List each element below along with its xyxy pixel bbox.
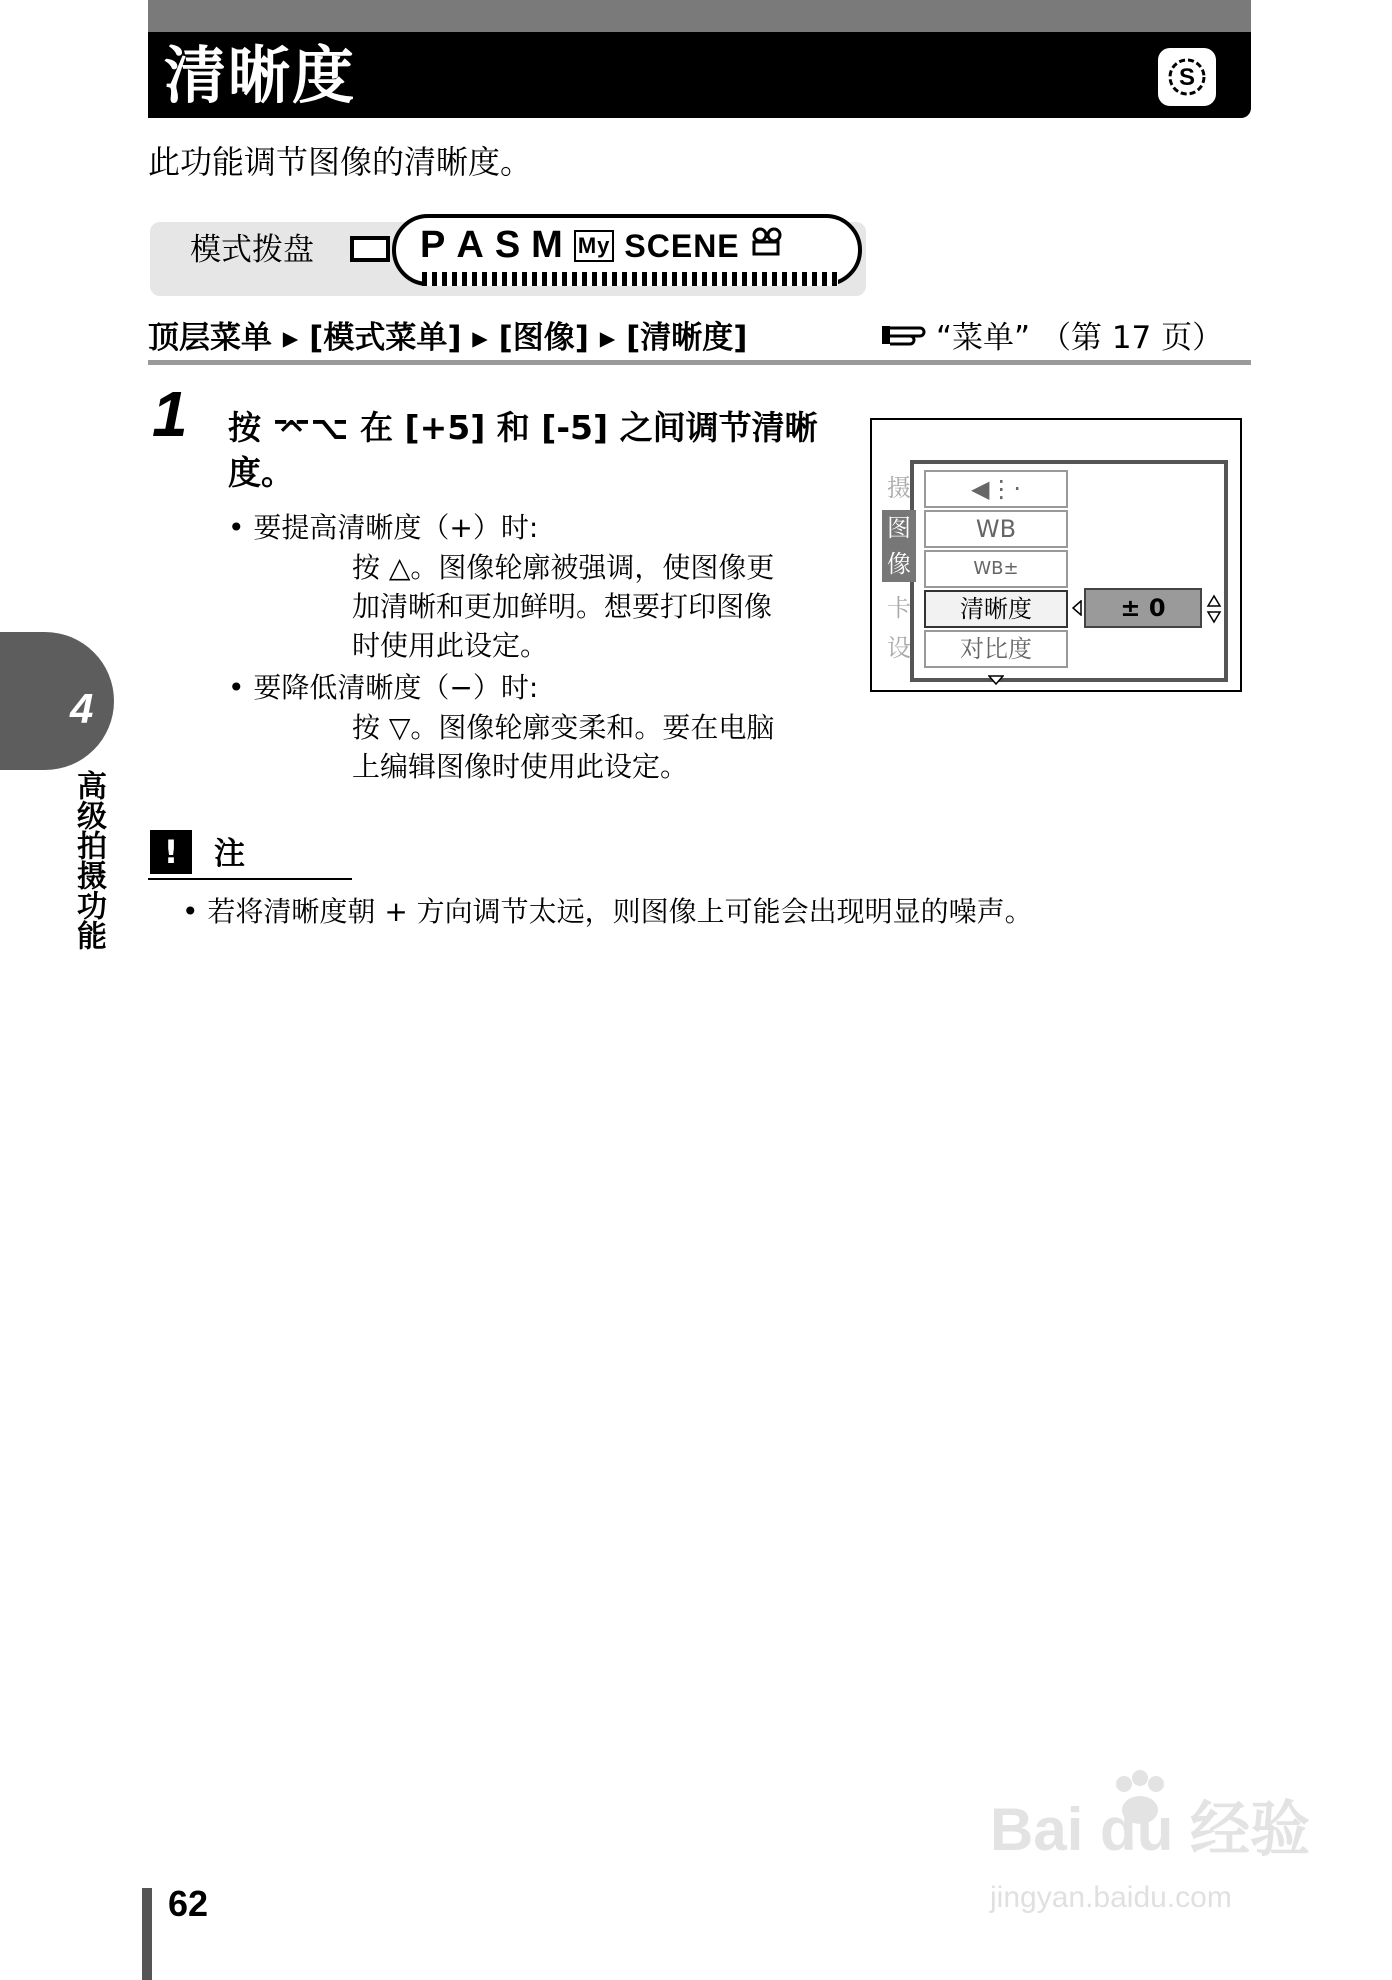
arrow-left-icon: [1072, 600, 1082, 620]
bullet-increase-heading: • 要提高清晰度（+）时:: [228, 511, 539, 544]
scroll-down-icon: [988, 670, 1004, 689]
note-divider: [148, 878, 352, 880]
lcd-tab-image-1: 图: [882, 510, 916, 546]
lcd-tab-image-2: 像: [882, 546, 916, 582]
sharpness-icon: [1158, 48, 1216, 106]
mode-my: My: [574, 230, 615, 262]
mode-dial-label: 模式拨盘: [190, 232, 314, 268]
lcd-item-sharpness: 清晰度: [924, 590, 1068, 628]
lcd-item-wb: WB: [924, 510, 1068, 548]
svg-text:S: S: [1178, 64, 1196, 91]
mode-s: S: [494, 224, 522, 266]
bullet-decrease-text: 按 ▽。图像轮廓变柔和。要在电脑上编辑图像时使用此设定。: [352, 711, 775, 784]
mode-dial-ticks: [422, 272, 838, 286]
intro-text: 此功能调节图像的清晰度。: [148, 143, 533, 181]
title-bar-top: [148, 0, 1251, 32]
page-title: 清晰度: [164, 39, 357, 112]
watermark-url: jingyan.baidu.com: [990, 1881, 1232, 1914]
step-instruction: 按 ⌤⌥ 在 [+5] 和 [-5] 之间调节清晰度。: [228, 408, 818, 492]
menu-reference: [880, 318, 1223, 358]
single-shot-icon: [350, 236, 390, 262]
movie-icon: [750, 222, 784, 270]
pointing-hand-icon: [880, 318, 926, 358]
chapter-number: 4: [70, 685, 94, 732]
page-number-bar: [142, 1888, 152, 1980]
up-down-arrows-icon: [1206, 594, 1222, 628]
page-number: 62: [168, 1883, 209, 1924]
mode-dial-modes: [420, 222, 784, 270]
note-label: 注: [214, 836, 245, 872]
bullet-increase-text: 按 △。图像轮廓被强调，使图像更加清晰和更加鲜明。想要打印图像时使用此设定。: [352, 551, 775, 663]
lcd-item-quality: ◀⋮·: [924, 470, 1068, 508]
menu-path: 顶层菜单 ▸ [模式菜单] ▸ [图像] ▸ [清晰度]: [148, 320, 748, 356]
lcd-tab-setup: 设: [887, 634, 911, 662]
step-number: 1: [152, 378, 188, 450]
chapter-tab: [0, 632, 114, 770]
lcd-item-contrast: 对比度: [924, 630, 1068, 668]
mode-m: M: [531, 224, 564, 266]
mode-scene: SCENE: [624, 227, 740, 264]
lcd-tab-shoot: 摄: [887, 474, 911, 502]
bullet-decrease-heading: • 要降低清晰度（−）时:: [228, 671, 539, 704]
warning-icon: !: [150, 830, 192, 874]
lcd-tab-card: 卡: [887, 594, 911, 622]
note-text: • 若将清晰度朝 + 方向调节太远，则图像上可能会出现明显的噪声。: [182, 895, 1033, 928]
mode-p: P: [420, 224, 447, 266]
mode-a: A: [456, 224, 485, 266]
chapter-title: 高级拍摄功能: [71, 770, 106, 950]
lcd-sharpness-value: ± 0: [1084, 588, 1202, 628]
lcd-item-wb-adjust: WB±: [924, 550, 1068, 588]
divider: [148, 360, 1251, 365]
watermark-brand: Bai du 经验: [990, 1796, 1311, 1863]
menu-reference-text: “菜单” （第 17 页）: [936, 320, 1224, 356]
